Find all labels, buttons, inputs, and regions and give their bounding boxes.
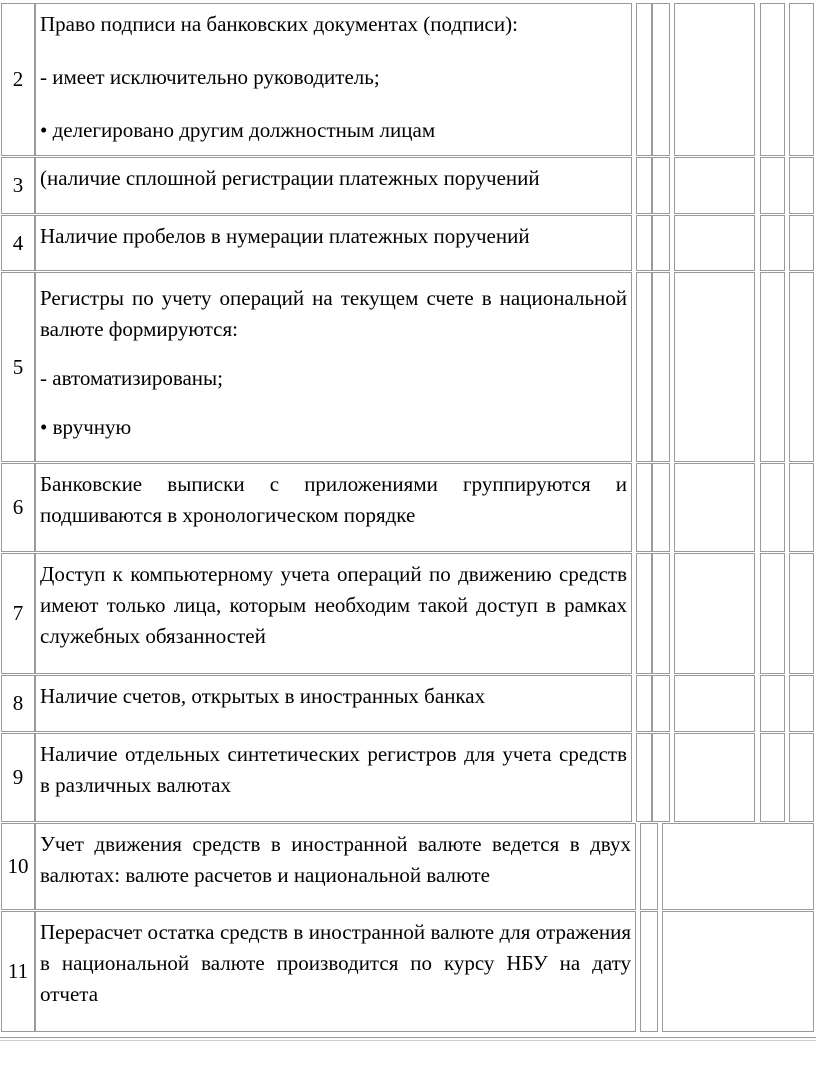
empty-cell — [652, 675, 670, 732]
empty-cell — [674, 733, 755, 822]
empty-cell — [789, 733, 814, 822]
table-row — [0, 733, 816, 822]
empty-cell — [760, 3, 785, 156]
row-text: Банковские выписки с приложениями группируются и подшиваются в хронологическом порядке — [35, 463, 632, 552]
table-row — [0, 675, 816, 732]
row-number: 6 — [1, 463, 35, 552]
row-number: 5 — [1, 272, 35, 462]
row-text: Наличие пробелов в нумерации платежных поручений — [35, 215, 632, 271]
empty-cell — [674, 553, 755, 674]
empty-cell — [789, 272, 814, 462]
empty-cell — [674, 272, 755, 462]
empty-cell — [652, 272, 670, 462]
table-row — [0, 823, 816, 910]
row-number: 9 — [1, 733, 35, 822]
row-number: 11 — [1, 911, 35, 1032]
empty-cell — [789, 3, 814, 156]
empty-cell — [674, 157, 755, 214]
empty-cell — [760, 733, 785, 822]
empty-cell — [652, 733, 670, 822]
empty-cell — [636, 553, 652, 674]
table-row — [0, 463, 816, 552]
empty-cell — [652, 3, 670, 156]
empty-cell — [662, 823, 814, 910]
empty-cell — [652, 553, 670, 674]
empty-cell — [652, 157, 670, 214]
empty-cell — [789, 157, 814, 214]
empty-cell — [674, 675, 755, 732]
empty-cell — [674, 3, 755, 156]
empty-cell — [674, 215, 755, 271]
empty-cell — [789, 215, 814, 271]
row-text: Доступ к компьютерному учета операций по движению средств имеют только лица, которым необходим такой доступ в рамках служебных обязанностей — [35, 553, 632, 674]
row-text: Перерасчет остатка средств в иностранной валюте для отражения в национальной валюте производится по курсу НБУ на дату отчета — [35, 911, 636, 1032]
table-row — [0, 553, 816, 674]
empty-cell — [652, 215, 670, 271]
empty-cell — [789, 553, 814, 674]
row-number: 7 — [1, 553, 35, 674]
table-row — [0, 3, 816, 156]
empty-cell — [674, 463, 755, 552]
empty-cell — [760, 675, 785, 732]
empty-cell — [636, 3, 652, 156]
empty-cell — [760, 553, 785, 674]
empty-cell — [760, 272, 785, 462]
empty-cell — [760, 215, 785, 271]
empty-cell — [636, 463, 652, 552]
row-text: (наличие сплошной регистрации платежных поручений — [35, 157, 632, 214]
empty-cell — [636, 215, 652, 271]
empty-cell — [760, 157, 785, 214]
table-row — [0, 911, 816, 1032]
table-row — [0, 215, 816, 271]
table-bottom-border — [0, 1037, 816, 1041]
empty-cell — [636, 675, 652, 732]
empty-cell — [789, 463, 814, 552]
empty-cell — [636, 733, 652, 822]
row-number: 2 — [1, 3, 35, 156]
table-row — [0, 272, 816, 462]
empty-cell — [640, 823, 658, 910]
row-number: 4 — [1, 215, 35, 271]
row-text: Регистры по учету операций на текущем счете в национальной валюте формируются: - автоматизированы; • вручную — [35, 272, 632, 462]
row-text: Наличие отдельных синтетических регистров для учета средств в различных валютах — [35, 733, 632, 822]
table-row — [0, 157, 816, 214]
row-text: Учет движения средств в иностранной валюте ведется в двух валютах: валюте расчетов и национальной валюте — [35, 823, 636, 910]
empty-cell — [636, 157, 652, 214]
empty-cell — [640, 911, 658, 1032]
row-number: 10 — [1, 823, 35, 910]
empty-cell — [662, 911, 814, 1032]
row-text: Наличие счетов, открытых в иностранных банках — [35, 675, 632, 732]
empty-cell — [636, 272, 652, 462]
row-number: 8 — [1, 675, 35, 732]
empty-cell — [760, 463, 785, 552]
row-text: Право подписи на банковских документах (подписи): - имеет исключительно руководитель; • делегировано другим должностным лицам — [35, 3, 632, 156]
empty-cell — [789, 675, 814, 732]
row-number: 3 — [1, 157, 35, 214]
empty-cell — [652, 463, 670, 552]
